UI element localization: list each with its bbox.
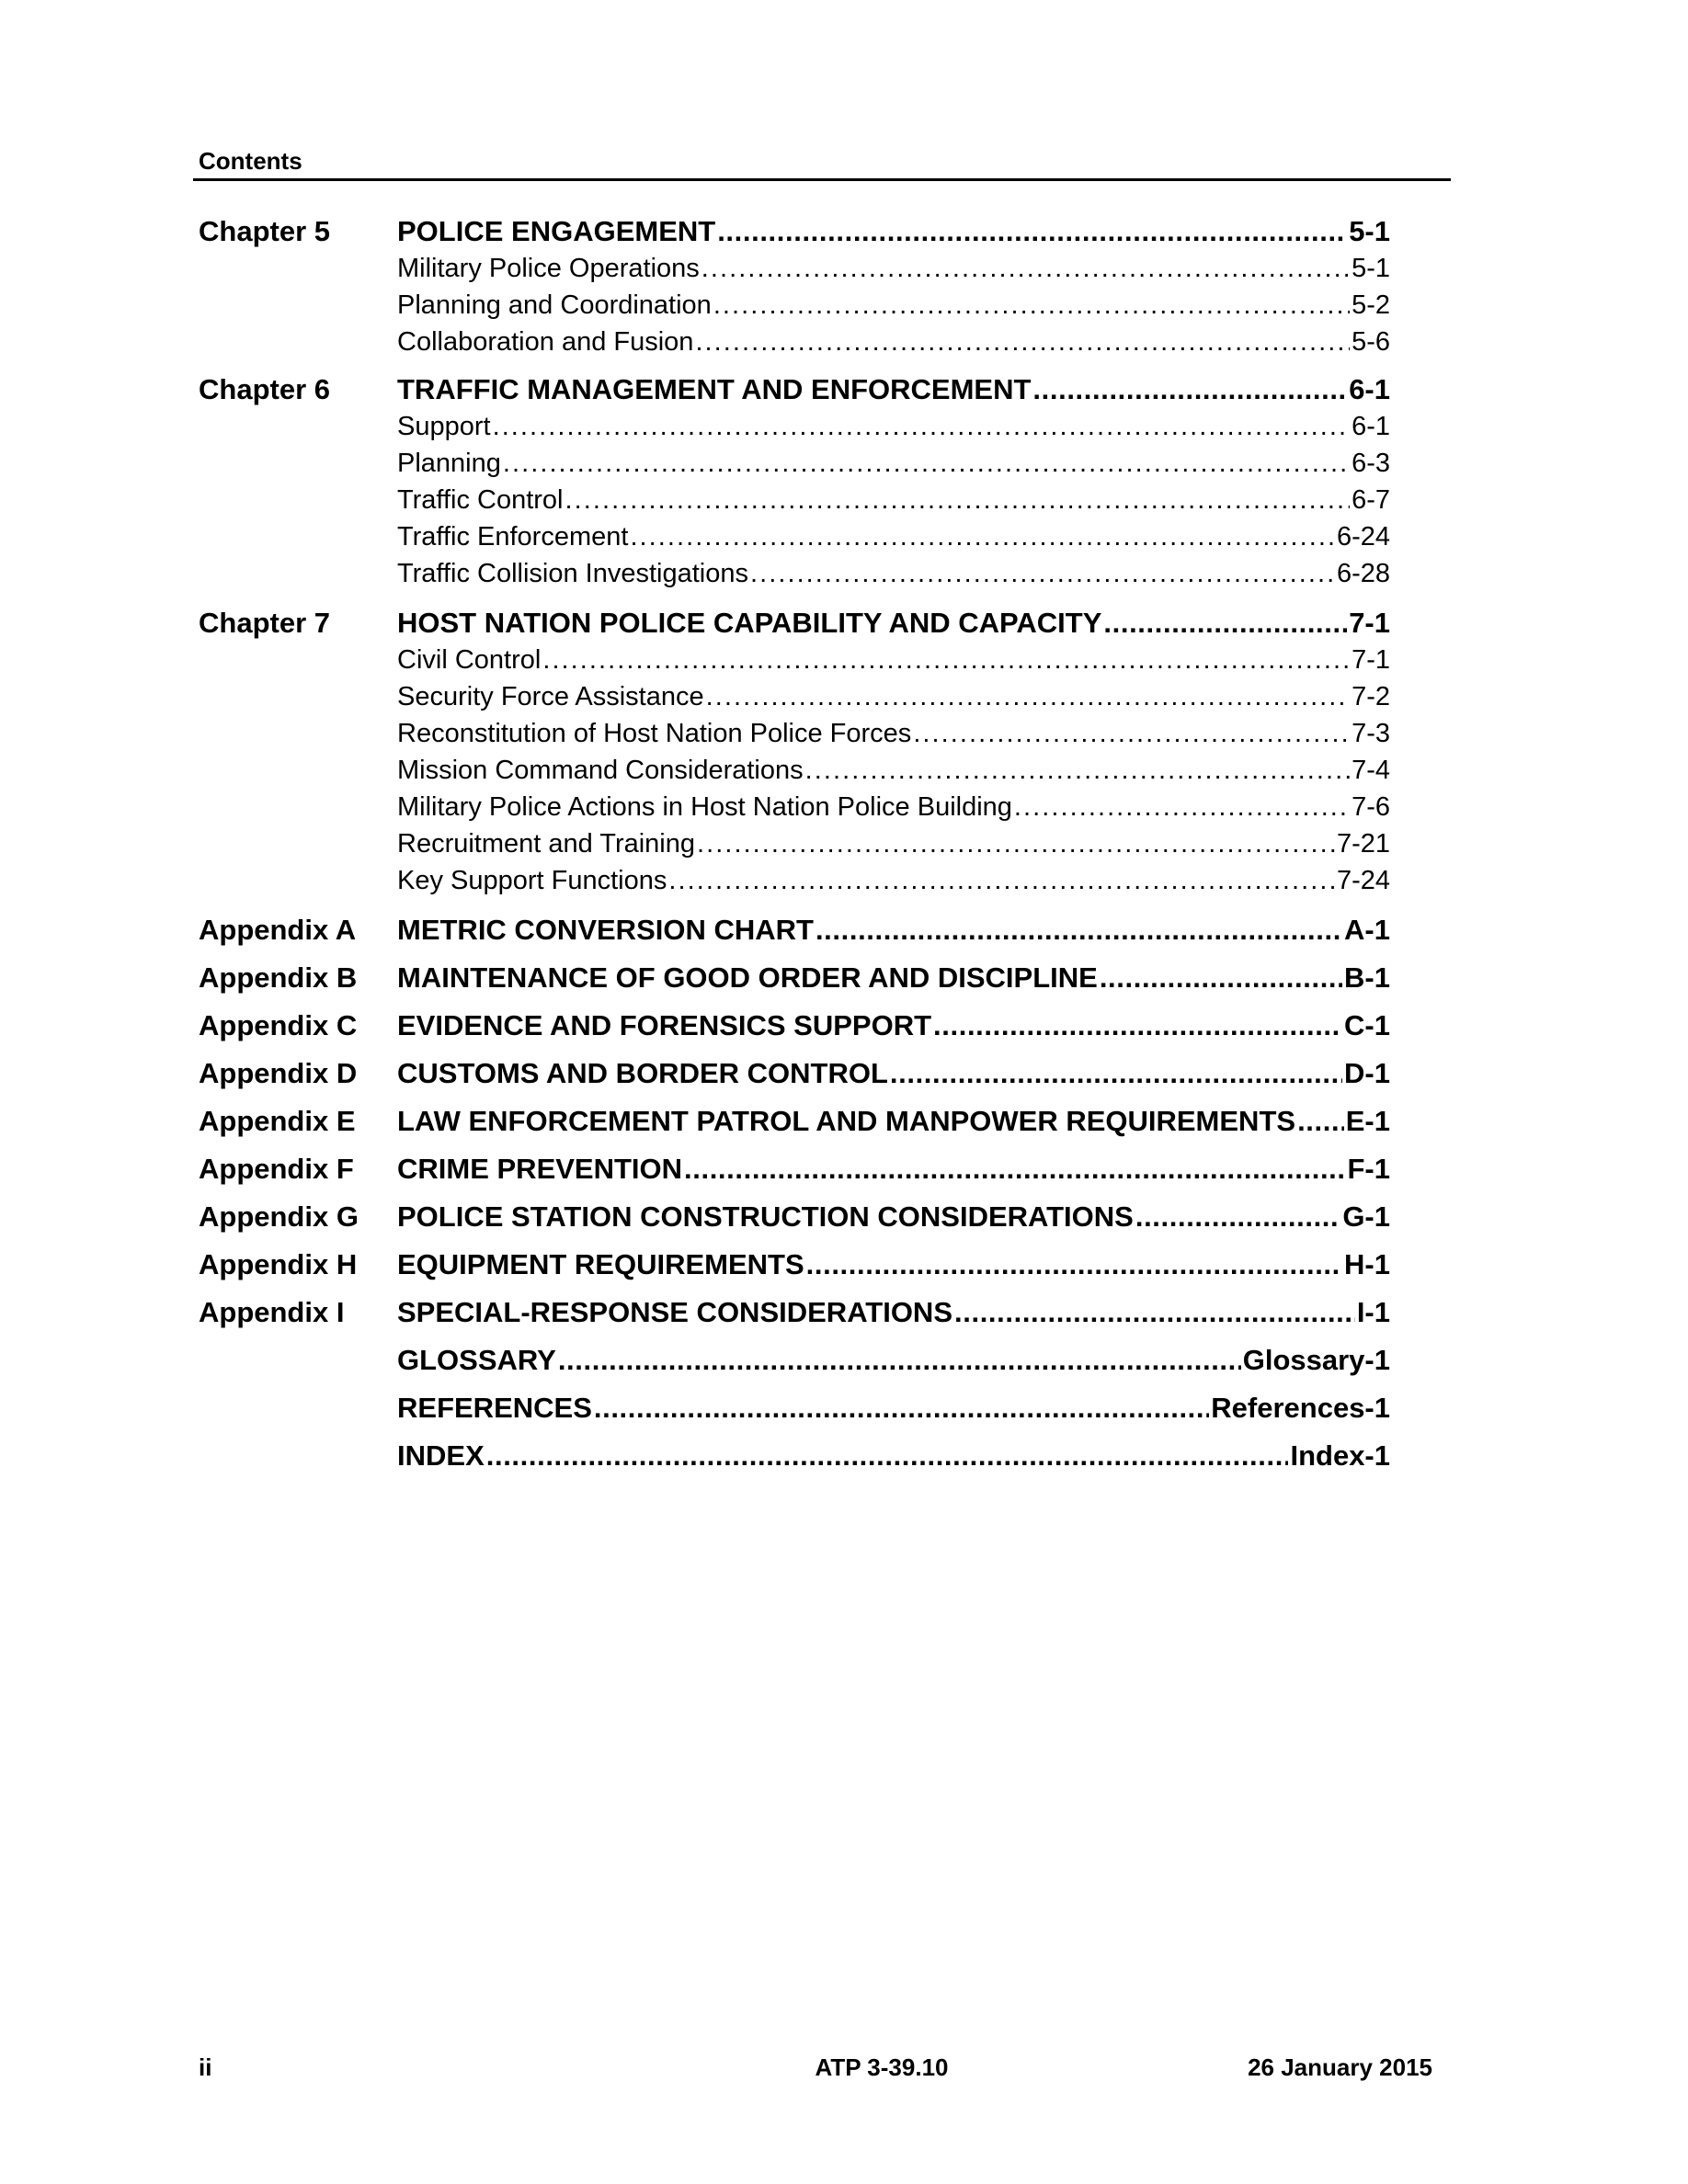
- dot-leader: [542, 645, 1350, 676]
- toc-entry-title: MAINTENANCE OF GOOD ORDER AND DISCIPLINE: [397, 961, 1098, 994]
- appendix-c-label: Appendix C: [199, 1009, 358, 1041]
- toc-entry-title: METRIC CONVERSION CHART: [397, 914, 814, 946]
- dot-leader: [697, 829, 1335, 859]
- toc-entry-index[interactable]: [397, 1439, 1390, 1473]
- toc-entry-appendix-h[interactable]: [397, 1248, 1390, 1281]
- toc-subentry-page: 7-3: [1352, 719, 1390, 748]
- toc-subentry[interactable]: [397, 756, 1390, 786]
- toc-subentry-title: Support: [397, 412, 491, 441]
- toc-entry-title: HOST NATION POLICE CAPABILITY AND CAPACITY: [397, 607, 1102, 639]
- dot-leader: [565, 485, 1351, 516]
- toc-subentry-page: 7-2: [1352, 682, 1390, 711]
- toc-subentry-page: 7-4: [1352, 756, 1390, 785]
- toc-subentry-page: 5-1: [1352, 254, 1390, 283]
- running-header: Contents: [199, 147, 302, 175]
- toc-subentry-title: Traffic Control: [397, 485, 564, 515]
- toc-subentry-title: Military Police Operations: [397, 254, 700, 283]
- toc-subentry[interactable]: [397, 327, 1390, 358]
- dot-leader: [1014, 792, 1350, 823]
- toc-subentry[interactable]: [397, 290, 1390, 321]
- toc-entry-appendix-i[interactable]: [397, 1296, 1390, 1329]
- footer-page-number: ii: [199, 2053, 212, 2081]
- dot-leader: [806, 1248, 1342, 1281]
- dot-leader: [913, 719, 1350, 749]
- toc-entry-appendix-f[interactable]: [397, 1153, 1390, 1186]
- toc-subentry-page: 7-6: [1352, 792, 1390, 822]
- toc-subentry[interactable]: [397, 559, 1390, 589]
- toc-entry-glossary[interactable]: [397, 1344, 1390, 1377]
- toc-entry-page: C-1: [1344, 1009, 1390, 1041]
- toc-entry-page: Index-1: [1290, 1439, 1390, 1472]
- dot-leader: [486, 1439, 1289, 1473]
- toc-subentry-title: Planning: [397, 449, 501, 478]
- dot-leader: [503, 449, 1350, 479]
- toc-entry-title: INDEX: [397, 1439, 485, 1472]
- appendix-e-label: Appendix E: [199, 1105, 356, 1137]
- dot-leader: [954, 1296, 1355, 1329]
- toc-entry-title: POLICE ENGAGEMENT: [397, 215, 716, 247]
- toc-subentry-title: Planning and Coordination: [397, 290, 712, 320]
- toc-entry-page: B-1: [1344, 961, 1390, 994]
- dot-leader: [933, 1009, 1342, 1042]
- toc-subentry[interactable]: [397, 719, 1390, 749]
- dot-leader: [1100, 961, 1342, 995]
- dot-leader: [558, 1344, 1241, 1377]
- toc-subentry[interactable]: [397, 829, 1390, 859]
- appendix-i-label: Appendix I: [199, 1296, 345, 1328]
- toc-entry-page: 5-1: [1349, 215, 1390, 247]
- toc-entry-page: H-1: [1344, 1248, 1390, 1280]
- toc-entry-page: 6-1: [1349, 373, 1390, 405]
- toc-entry-title: POLICE STATION CONSTRUCTION CONSIDERATIONS: [397, 1200, 1134, 1233]
- toc-entry-title: EVIDENCE AND FORENSICS SUPPORT: [397, 1009, 932, 1041]
- toc-entry-page: G-1: [1342, 1200, 1390, 1233]
- dot-leader: [1297, 1105, 1344, 1138]
- toc-subentry[interactable]: [397, 412, 1390, 442]
- toc-entry-page: Glossary-1: [1242, 1344, 1390, 1376]
- dot-leader: [493, 412, 1351, 442]
- chapter-7-label: Chapter 7: [199, 607, 330, 639]
- toc-entry-chapter-6[interactable]: [397, 373, 1390, 406]
- toc-subentry[interactable]: [397, 792, 1390, 823]
- toc-entry-title: GLOSSARY: [397, 1344, 556, 1376]
- dot-leader: [1032, 373, 1347, 406]
- dot-leader: [594, 1392, 1209, 1425]
- toc-entry-appendix-e[interactable]: [397, 1105, 1390, 1138]
- toc-entry-page: F-1: [1347, 1153, 1390, 1185]
- toc-subentry-page: 6-24: [1336, 522, 1390, 552]
- toc-entry-appendix-c[interactable]: [397, 1009, 1390, 1042]
- toc-entry-appendix-g[interactable]: [397, 1200, 1390, 1234]
- toc-subentry[interactable]: [397, 485, 1390, 516]
- dot-leader: [701, 254, 1350, 284]
- toc-subentry[interactable]: [397, 449, 1390, 479]
- dot-leader: [630, 522, 1335, 552]
- toc-entry-title: TRAFFIC MANAGEMENT AND ENFORCEMENT: [397, 373, 1032, 405]
- toc-subentry-title: Civil Control: [397, 645, 542, 675]
- toc-subentry-title: Military Police Actions in Host Nation Police Building: [397, 792, 1012, 822]
- toc-entry-chapter-7[interactable]: [397, 607, 1390, 640]
- toc-subentry-title: Key Support Functions: [397, 866, 667, 895]
- toc-subentry-title: Recruitment and Training: [397, 829, 695, 859]
- toc-subentry[interactable]: [397, 682, 1390, 712]
- toc-subentry-page: 6-1: [1352, 412, 1390, 441]
- toc-subentry-page: 7-24: [1336, 866, 1390, 895]
- toc-subentry[interactable]: [397, 522, 1390, 552]
- appendix-a-label: Appendix A: [199, 914, 357, 946]
- toc-subentry[interactable]: [397, 866, 1390, 896]
- toc-entry-page: I-1: [1356, 1296, 1390, 1328]
- dot-leader: [717, 215, 1347, 248]
- toc-entry-page: 7-1: [1349, 607, 1390, 639]
- toc-entry-appendix-d[interactable]: [397, 1057, 1390, 1090]
- toc-entry-title: CRIME PREVENTION: [397, 1153, 683, 1185]
- toc-subentry-title: Mission Command Considerations: [397, 756, 804, 785]
- toc-subentry-page: 6-3: [1352, 449, 1390, 478]
- toc-entry-chapter-5[interactable]: [397, 215, 1390, 248]
- appendix-g-label: Appendix G: [199, 1200, 359, 1233]
- toc-entry-title: EQUIPMENT REQUIREMENTS: [397, 1248, 804, 1280]
- dot-leader: [750, 559, 1335, 589]
- appendix-h-label: Appendix H: [199, 1248, 358, 1280]
- toc-subentry-title: Traffic Enforcement: [397, 522, 629, 552]
- dot-leader: [706, 682, 1350, 712]
- dot-leader: [713, 290, 1350, 321]
- toc-entry-page: References-1: [1211, 1392, 1390, 1424]
- dot-leader: [695, 327, 1350, 358]
- toc-entry-references[interactable]: [397, 1392, 1390, 1425]
- toc-subentry[interactable]: [397, 254, 1390, 284]
- footer-document-id: ATP 3-39.10: [815, 2053, 949, 2081]
- dot-leader: [815, 914, 1342, 947]
- toc-subentry-title: Reconstitution of Host Nation Police Forces: [397, 719, 912, 748]
- toc-subentry[interactable]: [397, 645, 1390, 676]
- toc-entry-appendix-a[interactable]: [397, 914, 1390, 947]
- toc-subentry-page: 5-6: [1352, 327, 1390, 357]
- toc-entry-title: LAW ENFORCEMENT PATROL AND MANPOWER REQUIREMENTS: [397, 1105, 1296, 1137]
- toc-subentry-title: Collaboration and Fusion: [397, 327, 694, 357]
- dot-leader: [890, 1057, 1342, 1090]
- dot-leader: [668, 866, 1335, 896]
- toc-entry-page: A-1: [1344, 914, 1390, 946]
- toc-subentry-page: 7-21: [1336, 829, 1390, 859]
- chapter-5-label: Chapter 5: [199, 215, 330, 247]
- toc-subentry-page: 6-28: [1336, 559, 1390, 588]
- toc-subentry-title: Security Force Assistance: [397, 682, 704, 711]
- appendix-b-label: Appendix B: [199, 961, 358, 994]
- dot-leader: [805, 756, 1350, 786]
- chapter-6-label: Chapter 6: [199, 373, 330, 405]
- toc-entry-title: REFERENCES: [397, 1392, 592, 1424]
- header-divider: [193, 178, 1451, 181]
- toc-entry-appendix-b[interactable]: [397, 961, 1390, 995]
- toc-entry-title: SPECIAL-RESPONSE CONSIDERATIONS: [397, 1296, 953, 1328]
- appendix-d-label: Appendix D: [199, 1057, 358, 1089]
- toc-entry-title: CUSTOMS AND BORDER CONTROL: [397, 1057, 888, 1089]
- dot-leader: [684, 1153, 1345, 1186]
- footer-date: 26 January 2015: [1248, 2053, 1432, 2081]
- toc-subentry-page: 7-1: [1352, 645, 1390, 675]
- toc-subentry-title: Traffic Collision Investigations: [397, 559, 748, 588]
- dot-leader: [1135, 1200, 1340, 1234]
- toc-subentry-page: 5-2: [1352, 290, 1390, 320]
- toc-entry-page: D-1: [1344, 1057, 1390, 1089]
- appendix-f-label: Appendix F: [199, 1153, 354, 1185]
- toc-entry-page: E-1: [1345, 1105, 1390, 1137]
- dot-leader: [1103, 607, 1347, 640]
- toc-subentry-page: 6-7: [1352, 485, 1390, 515]
